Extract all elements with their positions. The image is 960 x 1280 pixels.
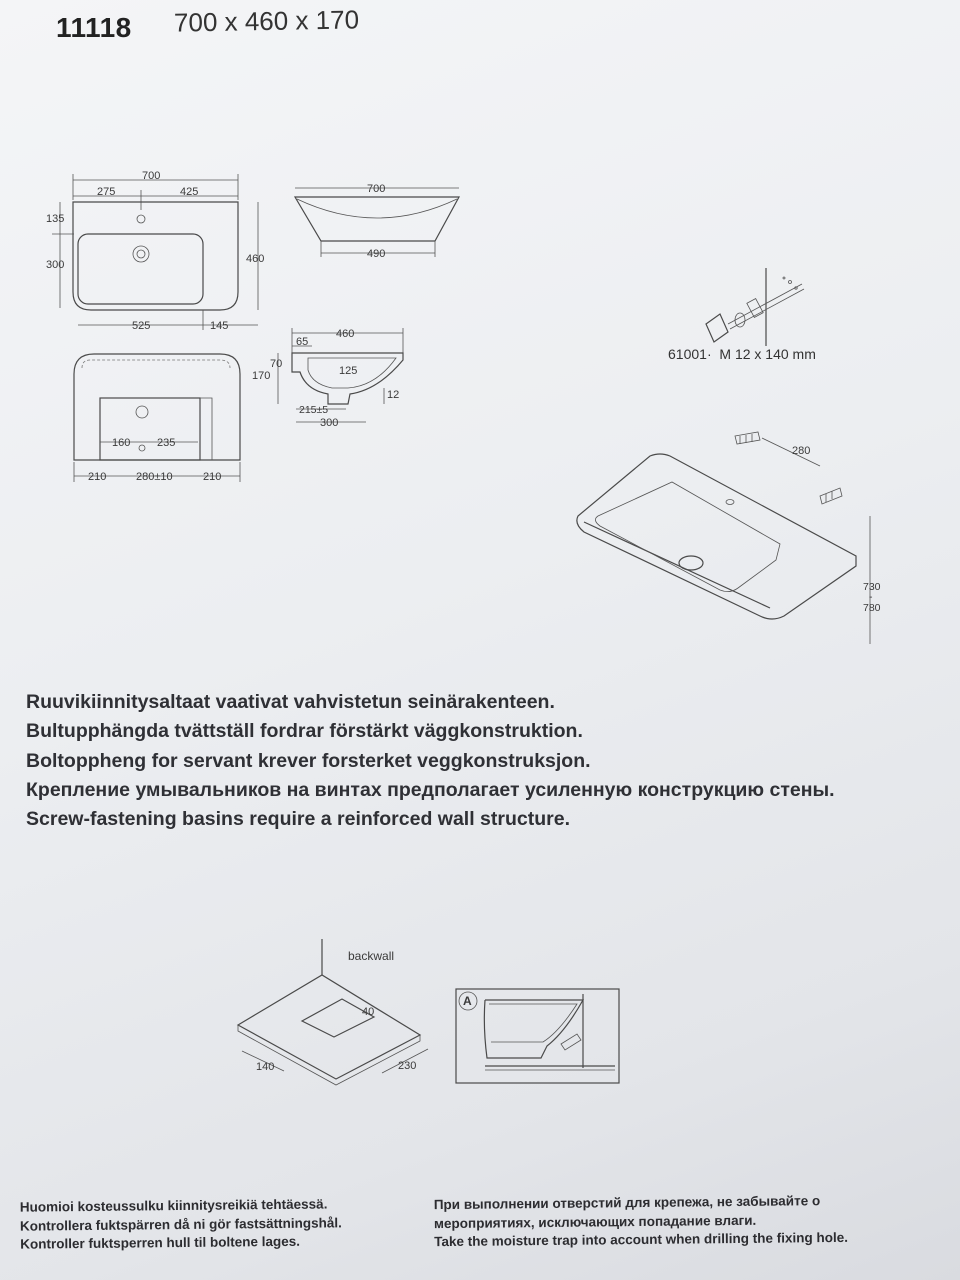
backwall-d230-label: 230 <box>398 1060 417 1072</box>
footer-right-line-ru-2: мероприятиях, исключающих попадание влаги. <box>433 1212 757 1231</box>
top-right-offset-label: 425 <box>180 186 199 198</box>
backwall-d140-label: 140 <box>256 1061 275 1073</box>
top-left-offset-label: 275 <box>97 186 116 198</box>
warning-line-ru: Крепление умывальников на винтах предполагает усиленную конструкцию стены. <box>26 778 835 801</box>
front-bottom-width-label: 490 <box>367 248 386 260</box>
rear-center-label: 280±10 <box>136 471 173 483</box>
warning-line-en: Screw-fastening basins require a reinforced wall structure. <box>26 808 571 831</box>
backwall-d40-label: 40 <box>362 1006 375 1018</box>
front-top-width-label: 700 <box>367 183 386 195</box>
installed-basin-drawing <box>570 420 890 650</box>
side-d125-label: 125 <box>339 365 358 377</box>
rear-left-label: 210 <box>88 471 107 483</box>
top-offset-label: 135 <box>46 213 65 225</box>
detail-a-diagram <box>455 988 621 1086</box>
footer-right-line-en: Take the moisture trap into account when drilling the fixing hole. <box>434 1229 849 1250</box>
rear-view-drawing <box>60 348 260 488</box>
install-height-max-label: 780 <box>863 602 881 614</box>
warning-line-fi: Ruuvikiinnitysaltaat vaativat vahvistetun seinärakenteen. <box>26 691 555 713</box>
footer-left-line-fi: Huomioi kosteussulku kiinnitysreikiä tehtäessä. <box>19 1196 328 1215</box>
top-height-label: 460 <box>246 253 265 265</box>
part-number: 61001 <box>668 346 707 362</box>
detail-a-marker: A <box>463 994 472 1008</box>
rear-d160-label: 160 <box>112 437 131 449</box>
top-view-drawing <box>40 160 280 340</box>
side-total-height-label: 170 <box>252 370 271 382</box>
rear-d235-label: 235 <box>157 437 176 449</box>
footer-right-line-ru-1: При выполнении отверстий для крепежа, не забывайте о <box>433 1193 821 1213</box>
fixing-part-label <box>668 346 816 362</box>
warning-line-no: Boltoppheng for servant krever forsterket veggkonstruksjon. <box>26 749 591 772</box>
rear-right-label: 210 <box>203 471 222 483</box>
footer-right-text <box>434 1192 848 1252</box>
backwall-label: backwall <box>348 949 395 963</box>
footer-left-line-sv: Kontrollera fuktspärren då ni gör fastsättningshål. <box>19 1214 342 1234</box>
backwall-diagram <box>232 935 432 1080</box>
install-bolt-distance-label: 280 <box>792 445 811 457</box>
install-height-sep: - <box>869 591 873 603</box>
side-d65-label: 65 <box>296 336 309 348</box>
part-separator-dot: · <box>706 346 720 362</box>
install-height-min-label: 730 <box>863 581 881 593</box>
side-d70-label: 70 <box>270 358 283 370</box>
side-depth-label: 460 <box>336 328 355 340</box>
footer-left-text <box>20 1195 342 1254</box>
top-right-margin-label: 145 <box>210 320 229 332</box>
side-d300-label: 300 <box>320 417 339 429</box>
top-bowl-depth-label: 300 <box>46 259 65 271</box>
warning-block <box>26 688 926 834</box>
dimensions-title: 700 x 460 x 170 <box>173 4 360 38</box>
fixing-bolt-drawing <box>690 262 820 352</box>
warning-line-sv: Bultupphängda tvättställ fordrar förstärkt väggkonstruktion. <box>26 720 583 743</box>
side-d12-label: 12 <box>387 389 400 401</box>
model-number: 11118 <box>56 12 132 43</box>
top-width-label: 700 <box>142 170 161 182</box>
bolt-spec: M 12 x 140 mm <box>719 346 816 362</box>
side-d215-label: 215±5 <box>299 404 329 416</box>
footer-left-line-no: Kontroller fuktsperren hull til boltene lages. <box>20 1233 301 1252</box>
front-view-drawing <box>285 175 475 270</box>
top-bowl-width-label: 525 <box>132 320 151 332</box>
side-view-drawing <box>248 320 418 435</box>
